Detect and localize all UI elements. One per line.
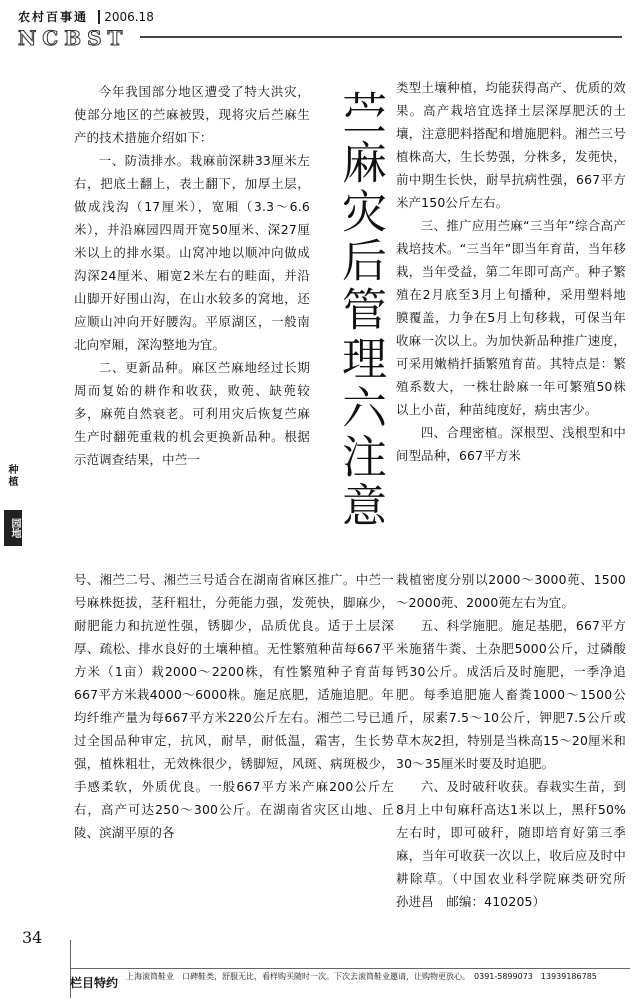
paragraph: 六、及时破秆收获。春栽实生苗，到8月上中旬麻秆高达1米以上，黑秆50%左右时，即可破秆，随即培育好第三季麻，当年可收获一次以上，收后应及时中耕除草。（中国农业科学院麻类研究所 孙进昌 邮编：410205） bbox=[396, 779, 639, 909]
page-number: 34 bbox=[22, 928, 43, 947]
paragraph: 号、湘苎二号、湘苎三号适合在湖南省麻区推广。中苎一号麻株挺拔，茎秆粗壮，分蔸能力强，发蔸快，脚麻少，耐肥能力和抗逆性强，锈脚少，品质优良。适于土层深厚、疏松、排水良好的土壤种植。无性繁殖种苗每667平方米（1亩）栽2000～2200株，有性繁殖种子育苗每667平方米栽4000～6000株。施足底肥，适施追肥。年均纤维产量为每667平方米220公斤左右。湘苎二号已通过全国品种审定，抗风，耐旱，耐低温，霜害，生长势强，植株粗壮，无效株很少，锈脚短，风斑、病斑极少，手感柔软，外质优良。一般667平方米产麻200公斤左右，高产可达250～300公斤。在湖南省灾区山地、丘陵、滨湖平原的各 bbox=[74, 572, 394, 840]
section-tag: 园地 bbox=[4, 510, 22, 546]
header-masthead bbox=[18, 8, 154, 25]
footer-label: 栏目特约 bbox=[70, 976, 119, 990]
header-logo-text: NCBST bbox=[18, 26, 129, 50]
issue-number: 2006.18 bbox=[98, 10, 154, 24]
paragraph: 类型土壤种植，均能获得高产、优质的效果。高产栽培宜选择土层深厚肥沃的土壤，注意肥料搭配和增施肥料。湘苎三号植株高大，生长势强，分株多，发蔸快，前中期生长快，耐旱抗病性强，667平方米产150公斤左右。 bbox=[396, 80, 626, 210]
paragraph: 四、合理密植。深根型、浅根型和中间型品种，667平方米 bbox=[396, 425, 626, 463]
paragraph: 栽植密度分别以2000～3000蔸、1500～2000蔸、2000蔸左右为宜。 bbox=[396, 572, 626, 610]
article-title: 苎麻灾后管理六注意 bbox=[334, 90, 387, 531]
column-left-bottom bbox=[74, 568, 394, 844]
magazine-name: 农村百事通 bbox=[18, 10, 89, 24]
column-right-bottom bbox=[396, 568, 639, 913]
paragraph: 三、推广应用苎麻“三当年”综合高产栽培技术。“三当年”即当年育苗，当年移栽，当年受益，第二年即可高产。种子繁殖在2月底至3月上旬播种，采用塑料地膜覆盖，力争在5月上旬移栽，可保当年收麻一次以上。为加快新品种推广速度，可采用嫩梢扦插繁殖育苗。其特点是：繁殖系数大，一株壮龄麻一年可繁殖50株以上小苗，种苗纯度好，病虫害少。 bbox=[396, 218, 626, 417]
paragraph: 二、更新品种。麻区苎麻地经过长期周而复始的耕作和收获，败蔸、缺蔸较多，麻蔸自然衰老。可利用灾后恢复苎麻生产时翻蔸重栽的机会更换新品种。根据示范调查结果，中苎一 bbox=[74, 360, 310, 467]
paragraph: 一、防渍排水。栽麻前深耕33厘米左右，把底土翻上，表土翻下，加厚土层，做成浅沟（17厘米），宽厢（3.3～6.6米），并沿麻园四周开宽50厘米、深27厘米以上的排水渠。山窝冲地以顺冲向做成沟深24厘米、厢宽2米左右的畦面，并沿山脚开好围山沟，在山水较多的窝地，还应顺山冲向开好腰沟。平原湖区，一般南北向窄厢，深沟整地为宜。 bbox=[74, 153, 310, 352]
paragraph: 五、科学施肥。施足基肥，667平方米施猪牛粪、土杂肥5000公斤，过磷酸钙30公斤。成活后及时施肥，一季净追肥。每季追肥施人畜粪1000～1500公斤，尿素7.5～10公斤，钾肥7.5公斤或草木灰2担，特别是当株高15～20厘米和30～35厘米时要及时追肥。 bbox=[396, 618, 626, 771]
column-left-top bbox=[74, 80, 310, 550]
section-label: 种植 bbox=[6, 464, 17, 488]
header-divider bbox=[140, 36, 622, 38]
column-right-top bbox=[396, 76, 626, 546]
footer-ad bbox=[70, 968, 630, 997]
footer-text: 上海滚筒鞋业 口碑鞋类，舒服无比，看样购买随时一次。下次去滚筒鞋业邀请，让购物更放心。 0391-5899073 13939186785 bbox=[126, 972, 597, 981]
paragraph: 今年我国部分地区遭受了特大洪灾，使部分地区的苎麻被毁，现将灾后苎麻生产的技术措施介绍如下： bbox=[74, 84, 310, 145]
